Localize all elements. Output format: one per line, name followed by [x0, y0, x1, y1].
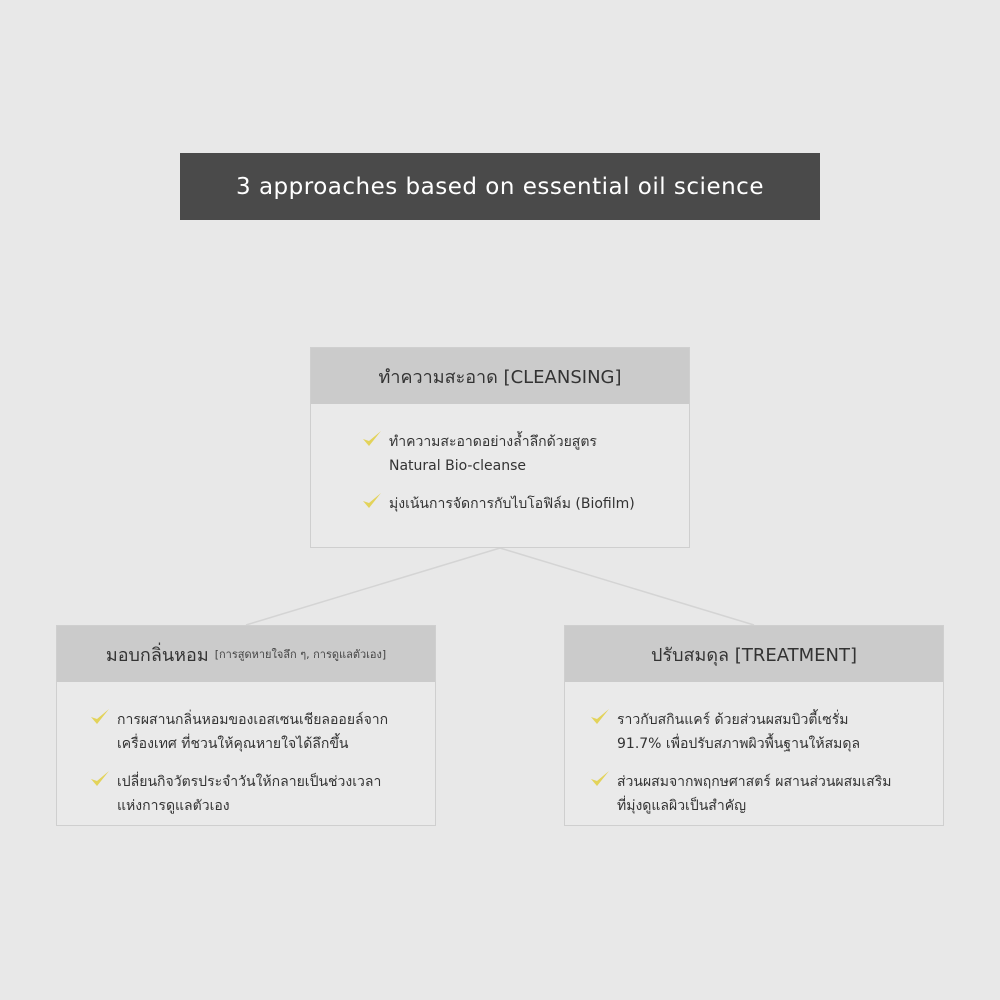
item-line: ส่วนผสมจากพฤกษศาสตร์ ผสานส่วนผสมเสริม — [617, 774, 892, 790]
check-icon — [89, 768, 111, 790]
card-heading-sub: [การสูดหายใจลึก ๆ, การดูแลตัวเอง] — [214, 648, 387, 661]
item-text — [117, 770, 381, 818]
item-line: การผสานกลิ่นหอมของเอสเซนเชียลออยล์จาก — [117, 712, 389, 728]
item-line: ที่มุ่งดูแลผิวเป็นสำคัญ — [617, 798, 746, 814]
item-line: มุ่งเน้นการจัดการกับไบโอฟิล์ม (Biofilm) — [389, 496, 635, 512]
item-line: เครื่องเทศ ที่ชวนให้คุณหายใจได้ลึกขึ้น — [117, 736, 349, 752]
card-heading-label: มอบกลิ่นหอม — [105, 644, 209, 666]
check-icon — [361, 428, 383, 450]
item-line: แห่งการดูแลตัวเอง — [117, 798, 230, 814]
card-body — [57, 682, 435, 818]
list-item — [361, 492, 669, 516]
item-text — [617, 708, 860, 756]
item-text — [617, 770, 891, 818]
card-aroma — [56, 625, 436, 826]
item-text — [389, 430, 597, 478]
item-text — [389, 492, 635, 516]
card-heading — [311, 348, 689, 404]
list-item — [89, 708, 415, 756]
item-line: 91.7% เพื่อปรับสภาพผิวพื้นฐานให้สมดุล — [617, 736, 861, 752]
card-treatment — [564, 625, 944, 826]
connector-line-left — [246, 548, 500, 625]
list-item — [89, 770, 415, 818]
list-item — [589, 708, 923, 756]
card-body — [311, 404, 689, 516]
item-text — [117, 708, 388, 756]
check-icon — [589, 768, 611, 790]
card-heading — [57, 626, 435, 682]
list-item — [361, 430, 669, 478]
card-heading-label: ทำความสะอาด [CLEANSING] — [378, 366, 622, 388]
card-cleansing — [310, 347, 690, 548]
card-heading-label: ปรับสมดุล [TREATMENT] — [650, 644, 857, 666]
item-line: ทำความสะอาดอย่างล้ำลึกด้วยสูตร — [389, 434, 597, 450]
card-body — [565, 682, 943, 818]
check-icon — [589, 706, 611, 728]
card-heading — [565, 626, 943, 682]
item-line: เปลี่ยนกิจวัตรประจำวันให้กลายเป็นช่วงเวลา — [117, 774, 382, 790]
item-line: ราวกับสกินแคร์ ด้วยส่วนผสมบิวตี้เซรั่ม — [617, 712, 849, 728]
diagram-title: 3 approaches based on essential oil science — [180, 153, 820, 220]
connector-line-right — [500, 548, 754, 625]
list-item — [589, 770, 923, 818]
check-icon — [361, 490, 383, 512]
item-line: Natural Bio-cleanse — [389, 458, 527, 474]
check-icon — [89, 706, 111, 728]
